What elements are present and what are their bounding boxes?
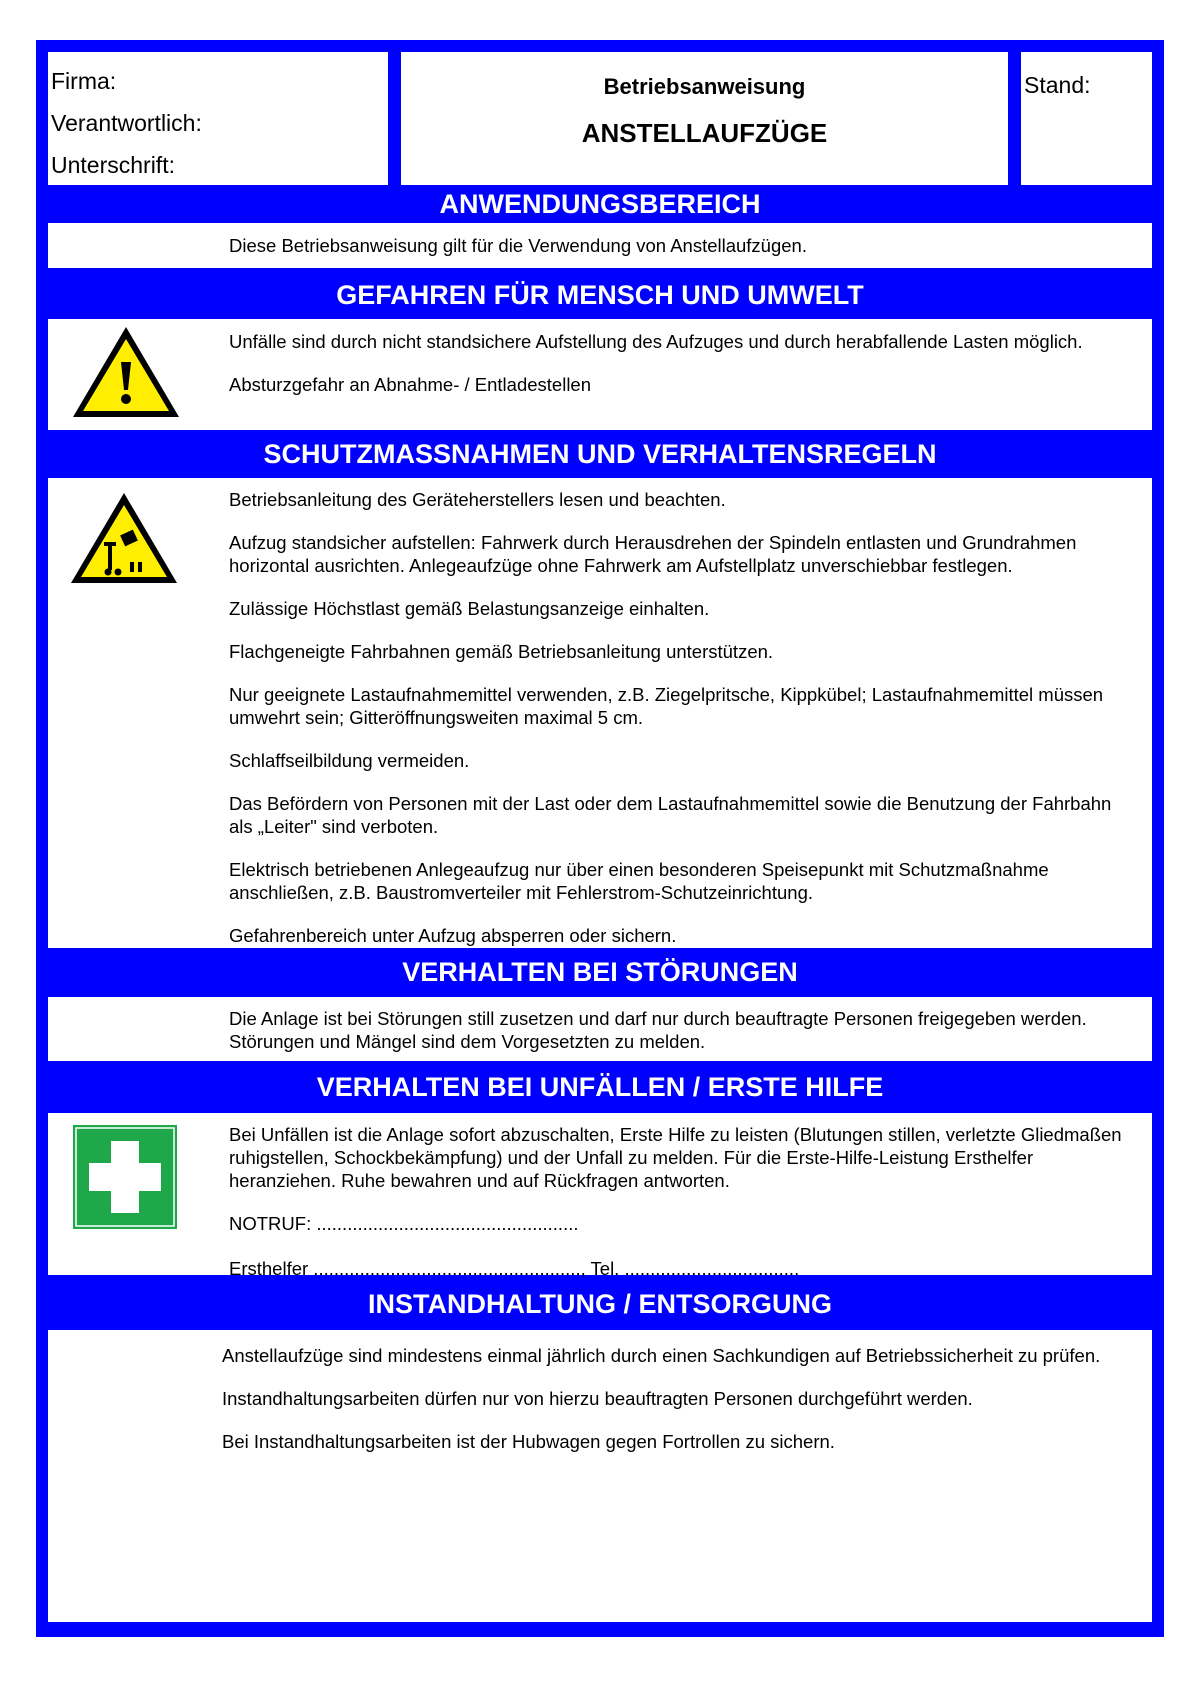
document-title: ANSTELLAUFZÜGE xyxy=(581,118,828,148)
paragraph: Anstellaufzüge sind mindestens einmal jährlich durch einen Sachkundigen auf Betriebssicherheit zu prüfen. xyxy=(222,1345,1101,1366)
section-heading-schutzmassnahmen: SCHUTZMASSNAHMEN UND VERHALTENSREGELN xyxy=(263,439,937,469)
document-subtitle: Betriebsanweisung xyxy=(603,74,806,99)
verantwortlich-label: Verantwortlich: xyxy=(51,110,202,136)
paragraph: Das Befördern von Personen mit der Last oder dem Lastaufnahmemittel sowie die Benutzung der Fahrbahn als „Leiter" sind verboten. xyxy=(229,793,1112,837)
section-heading-anwendungsbereich: ANWENDUNGSBEREICH xyxy=(439,189,761,219)
stand-label: Stand: xyxy=(1024,72,1091,98)
document-frame xyxy=(36,40,1164,1637)
section-heading-erste-hilfe: VERHALTEN BEI UNFÄLLEN / ERSTE HILFE xyxy=(316,1072,884,1102)
section-heading-instandhaltung: INSTANDHALTUNG / ENTSORGUNG xyxy=(368,1289,832,1319)
section-content-anwendungsbereich xyxy=(48,223,1152,268)
unterschrift-label: Unterschrift: xyxy=(51,152,175,178)
paragraph: Bei Instandhaltungsarbeiten ist der Hubwagen gegen Fortrollen zu sichern. xyxy=(222,1431,835,1452)
section-content-gefahren xyxy=(48,319,1152,430)
header-stand-box xyxy=(1021,52,1152,185)
paragraph: Zulässige Höchstlast gemäß Belastungsanzeige einhalten. xyxy=(229,598,710,619)
paragraph: Die Anlage ist bei Störungen still zusetzen und darf nur durch beauftragte Personen freigegeben werden. Störungen und Mängel sind dem Vorgesetzten zu melden. xyxy=(229,1008,1087,1052)
paragraph: Aufzug standsicher aufstellen: Fahrwerk durch Herausdrehen der Spindeln entlasten und Grundrahmen horizontal ausrichten. Anlegeaufzüge ohne Fahrwerk am Aufstellplatz unverschiebbar festlegen. xyxy=(229,532,1077,576)
paragraph: Unfälle sind durch nicht standsichere Aufstellung des Aufzuges und durch herabfallende Lasten möglich. xyxy=(229,331,1083,352)
first-aid-icon xyxy=(73,1125,177,1229)
section-content-schutzmassnahmen xyxy=(48,478,1152,948)
general-warning-icon xyxy=(70,324,182,420)
paragraph: Schlaffseilbildung vermeiden. xyxy=(229,750,470,771)
paragraph: Absturzgefahr an Abnahme- / Entladestellen xyxy=(229,374,592,395)
header-title-box xyxy=(401,52,1008,185)
header-company-box xyxy=(48,52,388,185)
paragraph: Gefahrenbereich unter Aufzug absperren oder sichern. xyxy=(229,925,677,946)
section-heading-gefahren: GEFAHREN FÜR MENSCH UND UMWELT xyxy=(336,280,864,310)
section-content-stoerungen xyxy=(48,997,1152,1061)
paragraph: Betriebsanleitung des Geräteherstellers lesen und beachten. xyxy=(229,489,726,510)
paragraph: Elektrisch betriebenen Anlegeaufzug nur über einen besonderen Speisepunkt mit Schutzmaßnahme anschließen, z.B. Baustromverteiler mit Fehlerstrom-Schutzeinrichtung. xyxy=(229,859,1049,903)
paragraph: Instandhaltungsarbeiten dürfen nur von hierzu beauftragten Personen durchgeführt werden. xyxy=(222,1388,973,1409)
paragraph: Flachgeneigte Fahrbahnen gemäß Betriebsanleitung unterstützen. xyxy=(229,641,774,662)
paragraph: Diese Betriebsanweisung gilt für die Verwendung von Anstellaufzügen. xyxy=(229,235,807,256)
paragraph: Nur geeignete Lastaufnahmemittel verwenden, z.B. Ziegelpritsche, Kippkübel; Lastaufnahmemittel müssen umwehrt sein; Gitteröffnungsweiten maximal 5 cm. xyxy=(229,684,1104,728)
section-content-instandhaltung xyxy=(48,1330,1152,1622)
section-heading-stoerungen: VERHALTEN BEI STÖRUNGEN xyxy=(402,957,798,987)
notruf-line: NOTRUF: ................................................... xyxy=(229,1213,579,1234)
paragraph: Bei Unfällen ist die Anlage sofort abzuschalten, Erste Hilfe zu leisten (Blutungen stillen, verletzte Gliedmaßen ruhigstellen, Schockbekämpfung) und der Unfall zu melden. Für die Erste-Hilfe-Leistung Ersthelfer heranziehen. Ruhe bewahren und auf Rückfragen antworten. xyxy=(229,1124,1122,1191)
falling-load-warning-icon xyxy=(68,490,180,586)
ersthelfer-line: Ersthelfer ...................................................., Tel. .................................. xyxy=(229,1258,800,1279)
firma-label: Firma: xyxy=(51,68,117,94)
section-content-erste-hilfe xyxy=(48,1113,1152,1279)
